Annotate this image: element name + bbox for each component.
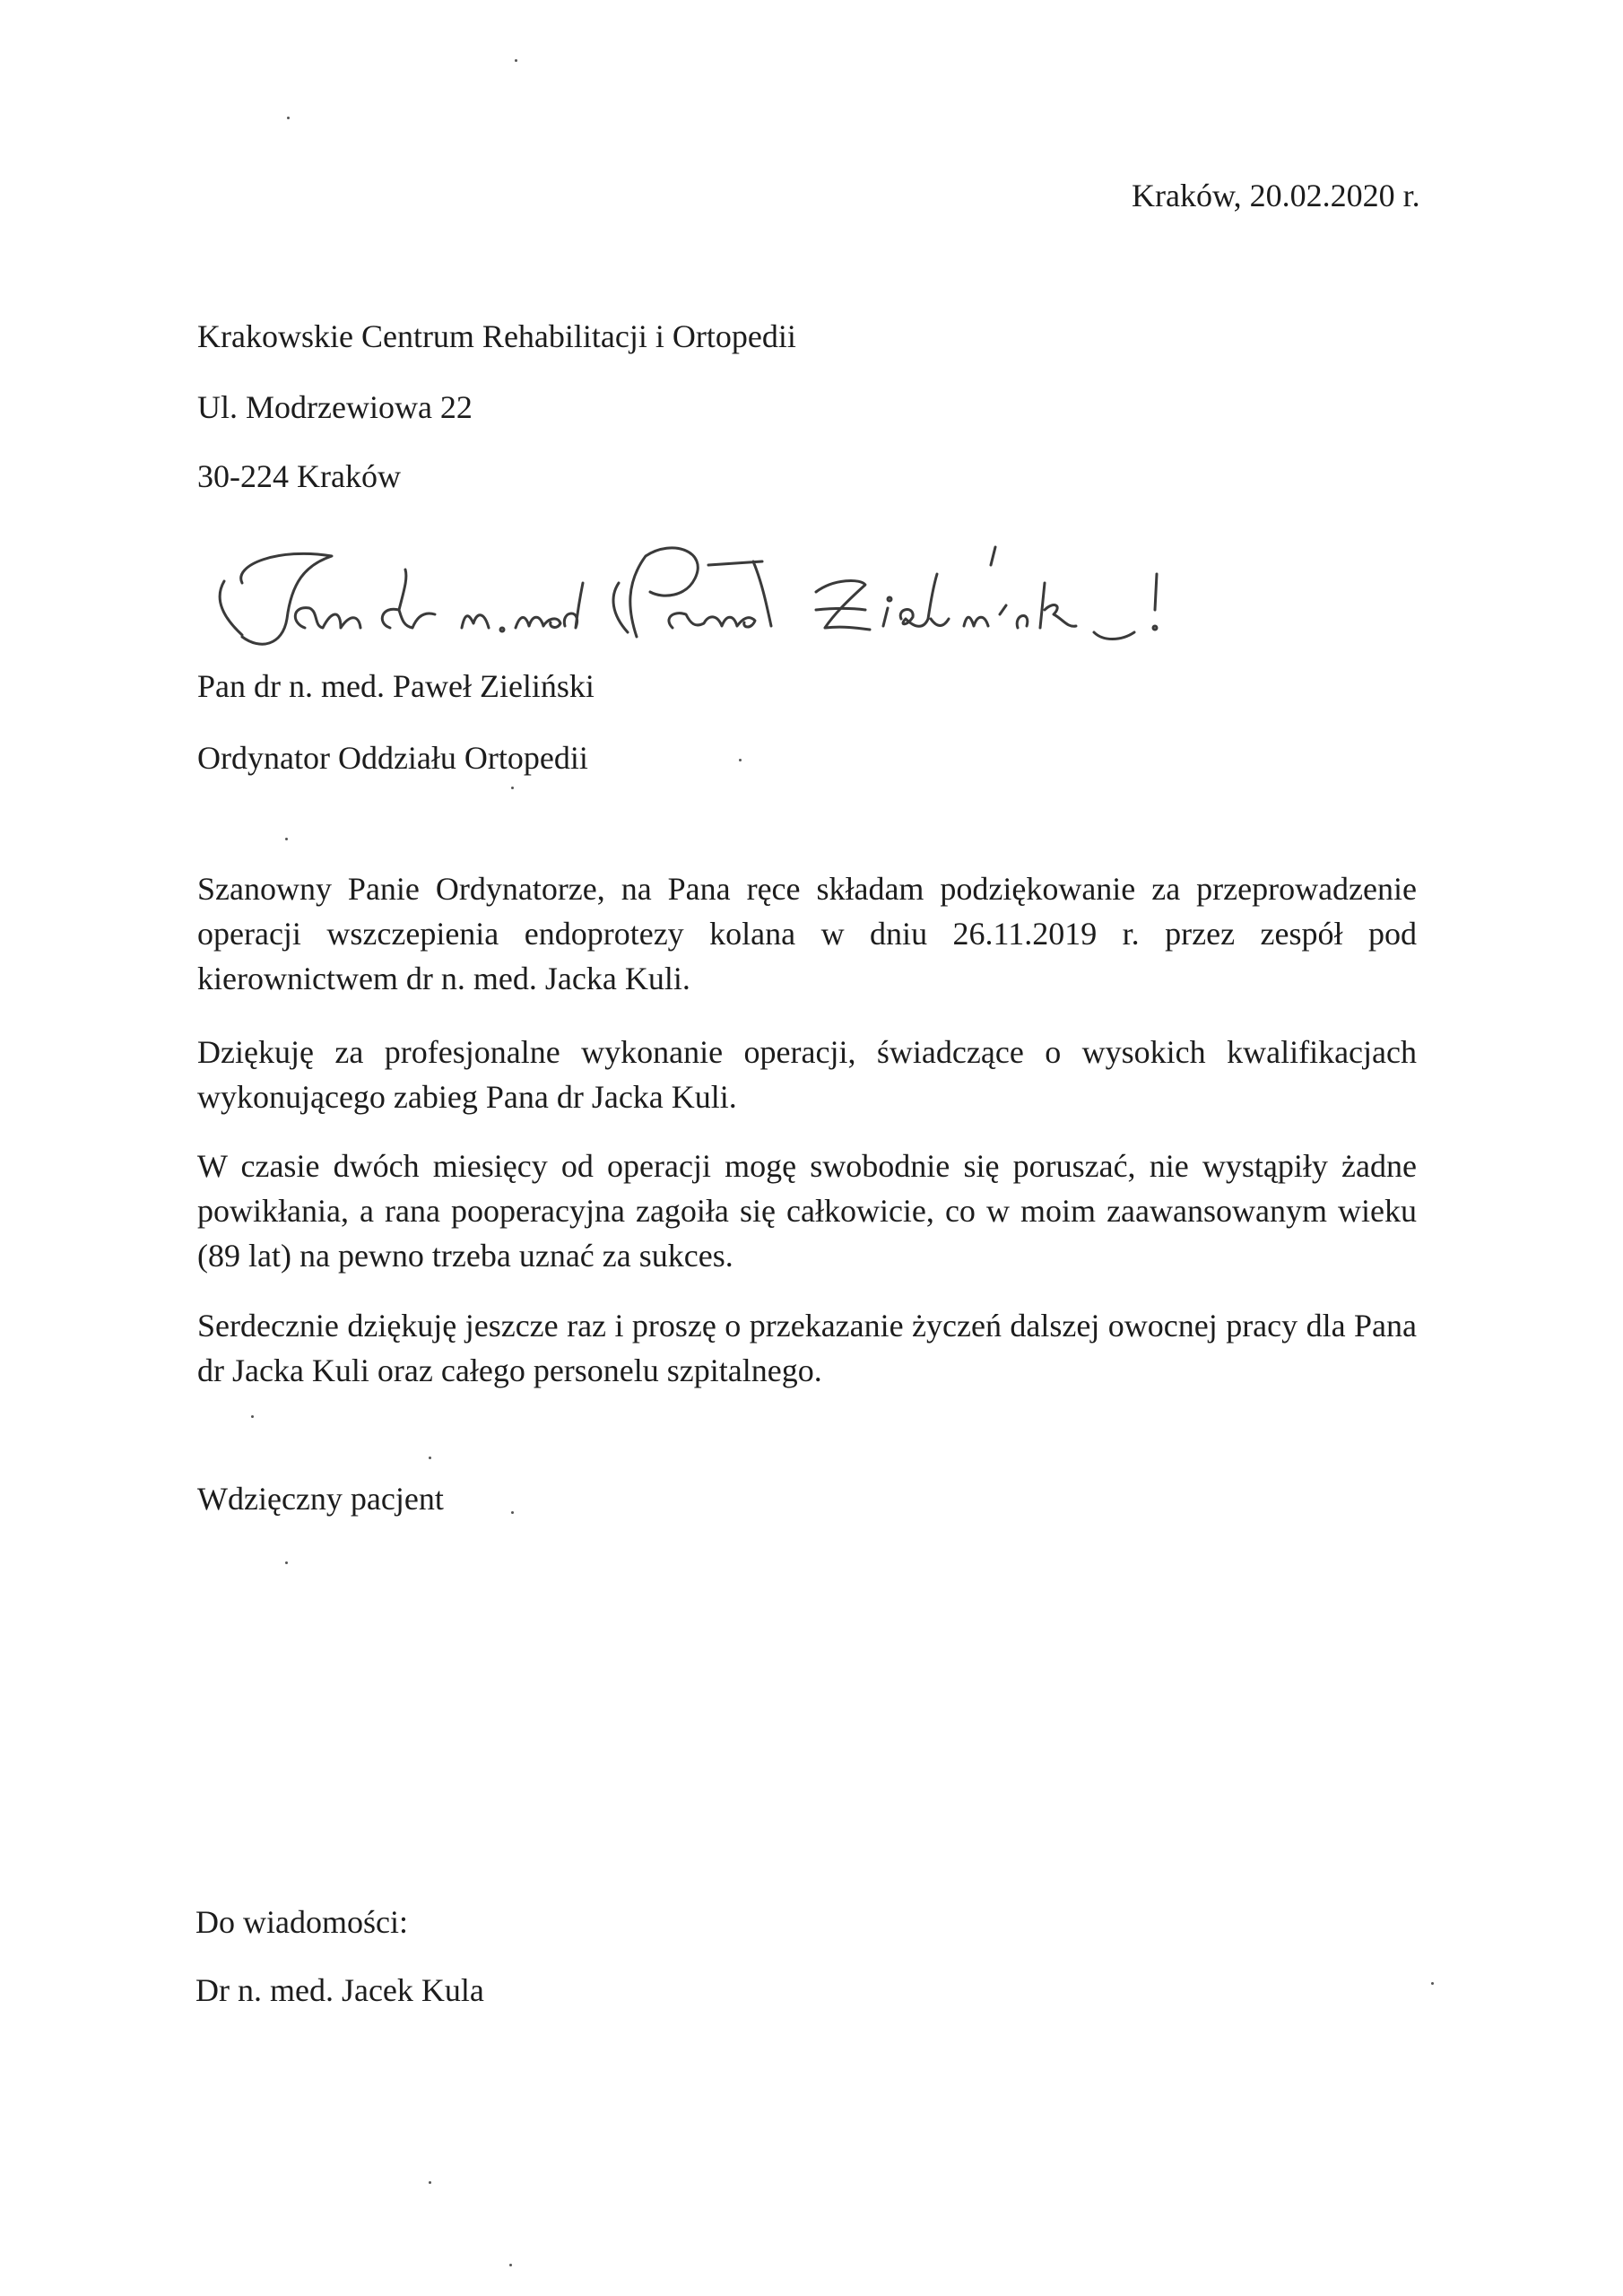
cc-recipient: Dr n. med. Jacek Kula — [195, 1972, 484, 2008]
paragraph-recovery: W czasie dwóch miesięcy od operacji mogę swobodnie się poruszać, nie wystąpiły żadne powikłania, a rana pooperacyjna zagoiła się całkowicie, co w moim zaawansowanym wieku (89 lat) na pewno trzeba uznać za sukces. — [197, 1148, 1417, 1274]
recipient-title: Ordynator Oddziału Ortopedii — [197, 740, 588, 776]
paragraph-professionalism: Dziękuję za profesjonalne wykonanie operacji, świadczące o wysokich kwalifikacjach wykonującego zabieg Pana dr Jacka Kuli. — [197, 1034, 1417, 1115]
address-line-city: 30-224 Kraków — [197, 458, 401, 494]
paragraph-thanks: Szanowny Panie Ordynatorze, na Pana ręce składam podziękowanie za przeprowadzenie operacji wszczepienia endoprotezy kolana w dniu 26.11.2019 r. przez zespół pod kierownictwem dr n. med. Jacka Kuli. — [197, 871, 1417, 996]
scan-speck — [511, 1511, 514, 1514]
closing-signature: Wdzięczny pacjent — [197, 1481, 444, 1517]
scan-speck — [285, 1561, 288, 1564]
recipient-name: Pan dr n. med. Paweł Zieliński — [197, 668, 595, 704]
scan-speck — [515, 59, 517, 62]
letter-date: Kraków, 20.02.2020 r. — [1132, 178, 1420, 213]
cc-heading: Do wiadomości: — [195, 1904, 408, 1940]
scan-speck — [1431, 1982, 1434, 1985]
scan-speck — [429, 1457, 431, 1459]
scan-speck — [285, 838, 288, 840]
handwritten-note — [206, 529, 1193, 673]
scan-speck — [739, 759, 742, 761]
scan-speck — [287, 117, 290, 119]
scan-speck — [251, 1415, 254, 1418]
address-line-street: Ul. Modrzewiowa 22 — [197, 389, 473, 425]
scan-speck — [511, 787, 514, 789]
scan-speck — [429, 2181, 431, 2184]
scan-speck — [509, 2264, 512, 2266]
address-line-institution: Krakowskie Centrum Rehabilitacji i Ortopedii — [197, 318, 796, 354]
paragraph-wishes: Serdecznie dziękuję jeszcze raz i proszę o przekazanie życzeń dalszej owocnej pracy dla Pana dr Jacka Kuli oraz całego personelu szpitalnego. — [197, 1308, 1417, 1388]
